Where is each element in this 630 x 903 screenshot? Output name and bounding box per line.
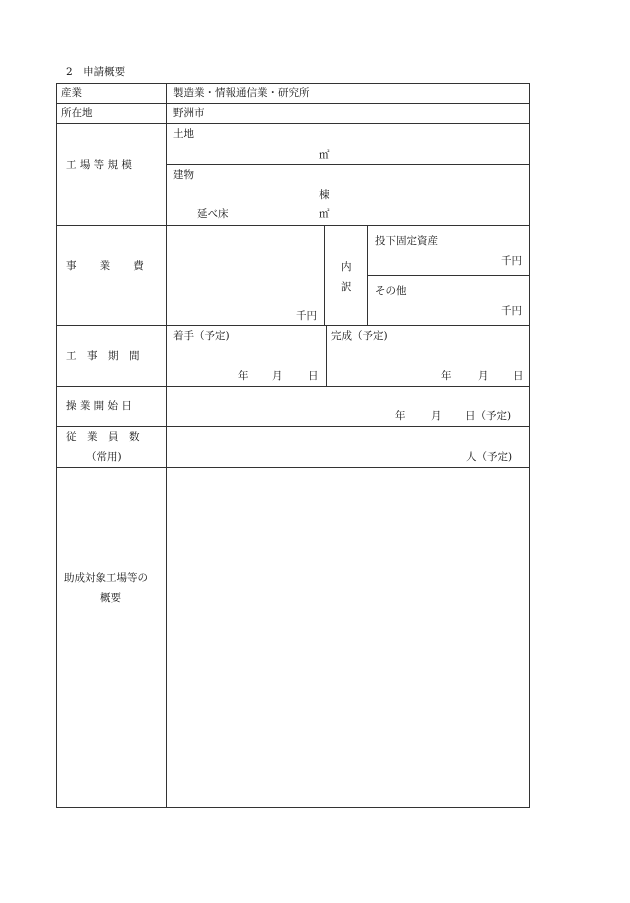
period-label: 工 事 期 間 xyxy=(66,350,140,362)
other-label: その他 xyxy=(375,285,407,297)
floor-unit: ㎡ xyxy=(319,208,330,220)
section-heading: 2 申請概要 xyxy=(66,66,126,78)
cost-label: 事 業 費 xyxy=(66,260,150,272)
overview-text-area[interactable] xyxy=(170,470,526,804)
scale-label: 工 場 等 規 模 xyxy=(66,159,132,171)
location-label: 所在地 xyxy=(61,107,93,119)
operation-start-day: 日（予定) xyxy=(465,410,512,422)
period-end-year: 年 xyxy=(441,370,452,382)
fixed-assets-label: 投下固定資産 xyxy=(375,235,438,247)
building-label: 建物 xyxy=(173,169,194,181)
overview-label: 助成対象工場等の xyxy=(64,572,148,584)
employees-sublabel: （常用) xyxy=(86,451,122,463)
operation-start-year: 年 xyxy=(395,410,406,422)
label-column-divider xyxy=(166,83,167,808)
period-start-month: 月 xyxy=(272,370,283,382)
period-start-year: 年 xyxy=(238,370,249,382)
period-start-label: 着手（予定) xyxy=(173,330,230,342)
employees-label: 従 業 員 数 xyxy=(66,431,140,443)
period-start-day: 日 xyxy=(308,370,319,382)
location-value: 野洲市 xyxy=(173,107,205,119)
other-unit: 千円 xyxy=(501,305,522,317)
industry-value: 製造業・情報通信業・研究所 xyxy=(173,87,310,99)
land-unit: ㎡ xyxy=(319,149,330,161)
employees-unit: 人（予定) xyxy=(466,451,513,463)
floor-label: 延べ床 xyxy=(197,208,229,220)
period-end-day: 日 xyxy=(513,370,524,382)
overview-sublabel: 概要 xyxy=(100,592,121,604)
land-label: 土地 xyxy=(173,128,194,140)
breakdown-label-1: 内 xyxy=(341,261,352,273)
building-unit: 棟 xyxy=(319,189,330,201)
period-end-label: 完成（予定) xyxy=(331,330,388,342)
industry-label: 産業 xyxy=(61,87,82,99)
cost-unit: 千円 xyxy=(296,310,317,322)
fixed-assets-unit: 千円 xyxy=(501,255,522,267)
operation-start-label: 操 業 開 始 日 xyxy=(66,400,132,412)
period-end-month: 月 xyxy=(478,370,489,382)
operation-start-month: 月 xyxy=(431,410,442,422)
breakdown-label-2: 訳 xyxy=(341,281,352,293)
